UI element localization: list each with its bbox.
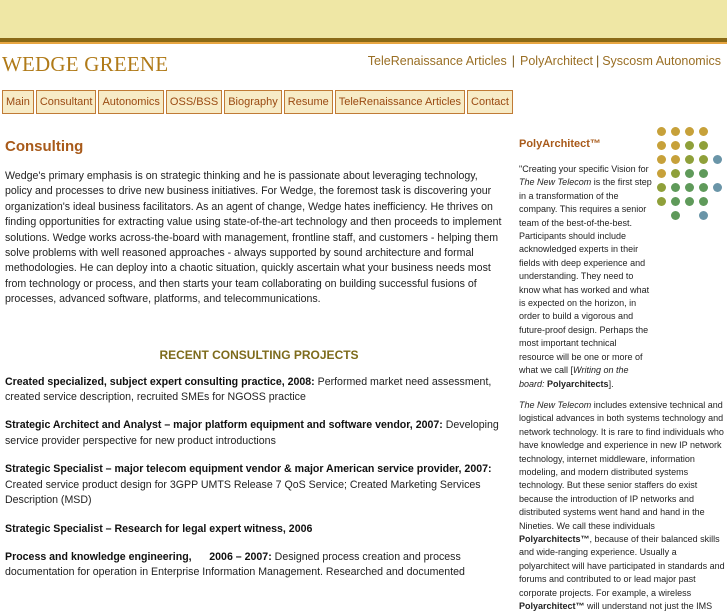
project-title: Created specialized, subject expert consulting practice, 2008: — [5, 375, 315, 388]
sidebar-paragraph — [519, 163, 653, 391]
sidebar-text: , because of their balanced skills and wide-ranging experience. Usually a polyarchitect will have participated in standards and forums and contributed to or lead major past corporate projects. For example, a wireless — [519, 533, 725, 598]
nav-tab-resume[interactable]: Resume — [284, 90, 333, 114]
logo-dot — [657, 197, 666, 206]
logo-dot — [671, 141, 680, 150]
sidebar-text: will understand not just the IMS — [584, 601, 713, 611]
top-links — [368, 54, 721, 68]
logo-dot — [657, 141, 666, 150]
sidebar-paragraph — [519, 399, 725, 613]
sidebar-text: ]. — [608, 378, 614, 389]
link-polyarchitect[interactable]: PolyArchitect — [520, 54, 593, 68]
nav-tab-contact[interactable]: Contact — [467, 90, 513, 114]
logo-dot — [671, 183, 680, 192]
project-title: Strategic Specialist – Research for legal expert witness, 2006 — [5, 522, 313, 535]
projects-heading: RECENT CONSULTING PROJECTS — [159, 347, 359, 362]
logo-dot — [685, 141, 694, 150]
nav-tab-telerenaissance-articles[interactable]: TeleRenaissance Articles — [335, 90, 465, 114]
nav-tab-oss-bss[interactable]: OSS/BSS — [166, 90, 222, 114]
intro-paragraph: Wedge's primary emphasis is on strategic thinking and he is passionate about leveraging technology, policy and processes to drive new business initiatives. For Wedge, the foremost task is discovering your organization's ideal business facilitators. As an agent of change, Wedge hates inefficiency. He thrives on finding opportunities for extracting value using state-of-the-art technology and then proceeds to implement solutions. Wedge works across-the-board with management, frontline staff, and customers - helping them solve problems with well reasoned approaches - always supported by sound architecture and formal methodologies. He can deploy into a chaotic situation, quickly ascertain what your business needs most from technology or process, and then starts your team collaborating on building successful fusions of processes, advanced software, platforms, and telecommunications. — [5, 170, 502, 306]
logo-dot — [685, 197, 694, 206]
logo-dot — [699, 155, 708, 164]
logo-dot — [671, 155, 680, 164]
main-content — [5, 138, 505, 581]
nav-tab-consultant[interactable]: Consultant — [36, 90, 97, 114]
sidebar-emphasis: The New Telecom — [519, 177, 592, 188]
site-brand[interactable]: WEDGE GREENE — [2, 52, 169, 76]
logo-dot — [685, 183, 694, 192]
logo-dot — [657, 169, 666, 178]
logo-dot — [685, 155, 694, 164]
project-item — [5, 550, 505, 581]
sidebar-strong: Polyarchitects™ — [519, 533, 590, 544]
logo-dot — [713, 183, 722, 192]
project-title: Process and knowledge engineering, 2006 – 2007: — [5, 550, 272, 563]
sidebar-text: "Creating your specific Vision for — [519, 164, 649, 174]
logo-dot — [699, 183, 708, 192]
logo-dot — [671, 197, 680, 206]
logo-dot — [657, 183, 666, 192]
separator: | — [511, 54, 515, 68]
logo-dot — [699, 141, 708, 150]
nav-tab-main[interactable]: Main — [2, 90, 34, 114]
project-description: Designed process creation and process documentation for operation in Enterprise Information Management. Researched and documented — [5, 550, 465, 579]
logo-dot — [657, 155, 666, 164]
logo-dot — [671, 211, 680, 220]
header-rule-light — [0, 42, 727, 44]
logo-dot — [699, 197, 708, 206]
logo-dot — [699, 211, 708, 220]
project-description: Created service product design for 3GPP UMTS Release 7 QoS Service; Created Marketing Services Description (MSD) — [5, 478, 481, 507]
separator: | — [595, 54, 600, 68]
sidebar-strong: Polyarchitects — [544, 378, 609, 389]
logo-dot — [657, 127, 666, 136]
sidebar-emphasis: Writing on the board: — [519, 365, 629, 389]
logo-dot — [699, 169, 708, 178]
project-item — [5, 375, 505, 406]
link-syscosm-autonomics[interactable]: Syscosm Autonomics — [602, 54, 721, 68]
nav-tab-biography[interactable]: Biography — [224, 90, 282, 114]
link-telerenaissance-articles[interactable]: TeleRenaissance Articles — [367, 54, 507, 68]
project-item — [5, 462, 505, 508]
sidebar-title: PolyArchitect™ — [519, 138, 601, 150]
sidebar-text: is the first step in a transformation of the company. This requires a senior team of the best-of-the-best. Participants should include acknowledged experts in their fields with deep experience and understanding. They need to know what has worked and what is expected on the horizon, in order to build a vigorous and future-proof design. Perhaps the most important technical resource will be one or more of what we call [ — [519, 177, 652, 376]
top-banner — [0, 0, 727, 38]
logo-dot — [713, 155, 722, 164]
project-description: Developing service provider perspective for new product introductions — [5, 419, 499, 447]
logo-dot — [671, 169, 680, 178]
project-item — [5, 418, 505, 449]
logo-dot — [685, 169, 694, 178]
project-item — [5, 522, 505, 537]
project-title: Strategic Architect and Analyst – major platform equipment and software vendor, 2007: — [5, 419, 443, 432]
project-description: Performed market need assessment, created service description, recruited SMEs for NGOSS practice — [5, 375, 492, 404]
logo-dot — [685, 127, 694, 136]
sidebar-text: includes extensive technical and logistical advances in both systems technology and network technology. It is rare to find individuals who have knowledge and experience in new IP network technology, internet middleware, information modeling, and modern distributed systems technology. But these senior staffers do exist because the introduction of IP networks and distributed systems went hand and hand in the Nineties. We call these individuals — [519, 399, 724, 531]
project-title: Strategic Specialist – major telecom equipment vendor & major American service provider, 2007: — [5, 463, 492, 476]
main-nav — [2, 90, 515, 114]
nav-tab-autonomics[interactable]: Autonomics — [98, 90, 163, 114]
logo-dot — [671, 127, 680, 136]
page-title: Consulting — [5, 138, 84, 155]
sidebar-strong: Polyarchitect™ — [519, 601, 585, 611]
sidebar-emphasis: The New Telecom — [519, 399, 592, 410]
dot-grid-logo — [657, 127, 721, 233]
logo-dot — [699, 127, 708, 136]
